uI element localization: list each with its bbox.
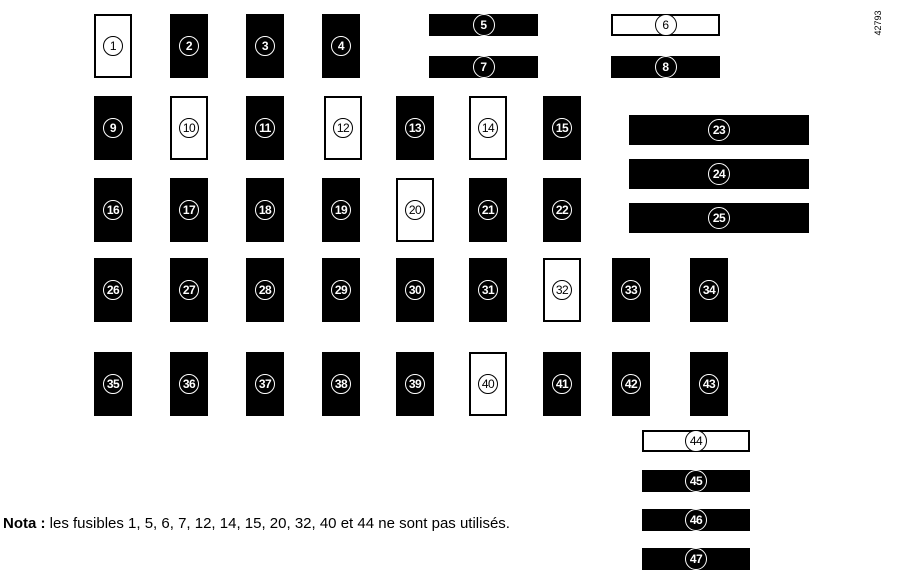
fuse-33 (612, 258, 650, 322)
fuse-number-36: 36 (179, 374, 199, 394)
fuse-number-16: 16 (103, 200, 123, 220)
fuse-37 (246, 352, 284, 416)
fuse-number-2: 2 (179, 36, 199, 56)
fuse-14 (469, 96, 507, 160)
fuse-number-6: 6 (655, 14, 677, 36)
fuse-number-17: 17 (179, 200, 199, 220)
fuse-13 (396, 96, 434, 160)
fuse-number-4: 4 (331, 36, 351, 56)
reference-code (868, 8, 888, 38)
fuse-32 (543, 258, 581, 322)
fuse-38 (322, 352, 360, 416)
fuse-number-27: 27 (179, 280, 199, 300)
fuse-3 (246, 14, 284, 78)
fuse-22 (543, 178, 581, 242)
fuse-12 (324, 96, 362, 160)
fuse-number-37: 37 (255, 374, 275, 394)
note-label: Nota : (3, 515, 46, 532)
fuse-24 (629, 159, 809, 189)
fuse-number-23: 23 (708, 119, 730, 141)
fuse-11 (246, 96, 284, 160)
fuse-45 (642, 470, 750, 492)
fuse-36 (170, 352, 208, 416)
fuse-34 (690, 258, 728, 322)
fuse-number-8: 8 (655, 56, 677, 78)
fuse-6 (611, 14, 720, 36)
fuse-number-45: 45 (685, 470, 707, 492)
fuse-1 (94, 14, 132, 78)
note (3, 515, 510, 532)
fuse-number-28: 28 (255, 280, 275, 300)
fuse-number-5: 5 (473, 14, 495, 36)
fuse-27 (170, 258, 208, 322)
fuse-23 (629, 115, 809, 145)
fuse-2 (170, 14, 208, 78)
fuse-number-39: 39 (405, 374, 425, 394)
fuse-39 (396, 352, 434, 416)
fuse-42 (612, 352, 650, 416)
fuse-46 (642, 509, 750, 531)
fuse-number-30: 30 (405, 280, 425, 300)
fuse-16 (94, 178, 132, 242)
fuse-9 (94, 96, 132, 160)
fuse-41 (543, 352, 581, 416)
fuse-number-18: 18 (255, 200, 275, 220)
fuse-26 (94, 258, 132, 322)
fuse-number-40: 40 (478, 374, 498, 394)
fuse-15 (543, 96, 581, 160)
fuse-number-34: 34 (699, 280, 719, 300)
fuse-28 (246, 258, 284, 322)
fuse-number-42: 42 (621, 374, 641, 394)
fuse-number-31: 31 (478, 280, 498, 300)
fuse-25 (629, 203, 809, 233)
fuse-18 (246, 178, 284, 242)
fuse-10 (170, 96, 208, 160)
fuse-number-10: 10 (179, 118, 199, 138)
fuse-4 (322, 14, 360, 78)
reference-code-text: 42793 (873, 10, 883, 36)
fuse-number-11: 11 (255, 118, 275, 138)
fuse-number-1: 1 (103, 36, 123, 56)
fuse-43 (690, 352, 728, 416)
fuse-number-24: 24 (708, 163, 730, 185)
fuse-29 (322, 258, 360, 322)
fuse-number-47: 47 (685, 548, 707, 570)
fuse-5 (429, 14, 538, 36)
fuse-number-19: 19 (331, 200, 351, 220)
fuse-35 (94, 352, 132, 416)
fuse-31 (469, 258, 507, 322)
fuse-number-43: 43 (699, 374, 719, 394)
fuse-21 (469, 178, 507, 242)
fuse-number-35: 35 (103, 374, 123, 394)
fuse-20 (396, 178, 434, 242)
fuse-number-22: 22 (552, 200, 572, 220)
fuse-number-13: 13 (405, 118, 425, 138)
fuse-number-7: 7 (473, 56, 495, 78)
fuse-number-38: 38 (331, 374, 351, 394)
fuse-number-33: 33 (621, 280, 641, 300)
fuse-number-14: 14 (478, 118, 498, 138)
fuse-number-46: 46 (685, 509, 707, 531)
fuse-number-29: 29 (331, 280, 351, 300)
fuse-47 (642, 548, 750, 570)
fuse-40 (469, 352, 507, 416)
fuse-number-41: 41 (552, 374, 572, 394)
fuse-number-25: 25 (708, 207, 730, 229)
fuse-number-9: 9 (103, 118, 123, 138)
fuse-number-3: 3 (255, 36, 275, 56)
fuse-17 (170, 178, 208, 242)
fuse-number-21: 21 (478, 200, 498, 220)
note-text: les fusibles 1, 5, 6, 7, 12, 14, 15, 20, 32, 40 et 44 ne sont pas utilisés. (45, 515, 510, 532)
fuse-30 (396, 258, 434, 322)
fuse-19 (322, 178, 360, 242)
fuse-number-20: 20 (405, 200, 425, 220)
fuse-number-44: 44 (685, 430, 707, 452)
fuse-number-26: 26 (103, 280, 123, 300)
fuse-8 (611, 56, 720, 78)
fuse-number-32: 32 (552, 280, 572, 300)
fuse-7 (429, 56, 538, 78)
fuse-number-15: 15 (552, 118, 572, 138)
fuse-44 (642, 430, 750, 452)
fuse-number-12: 12 (333, 118, 353, 138)
